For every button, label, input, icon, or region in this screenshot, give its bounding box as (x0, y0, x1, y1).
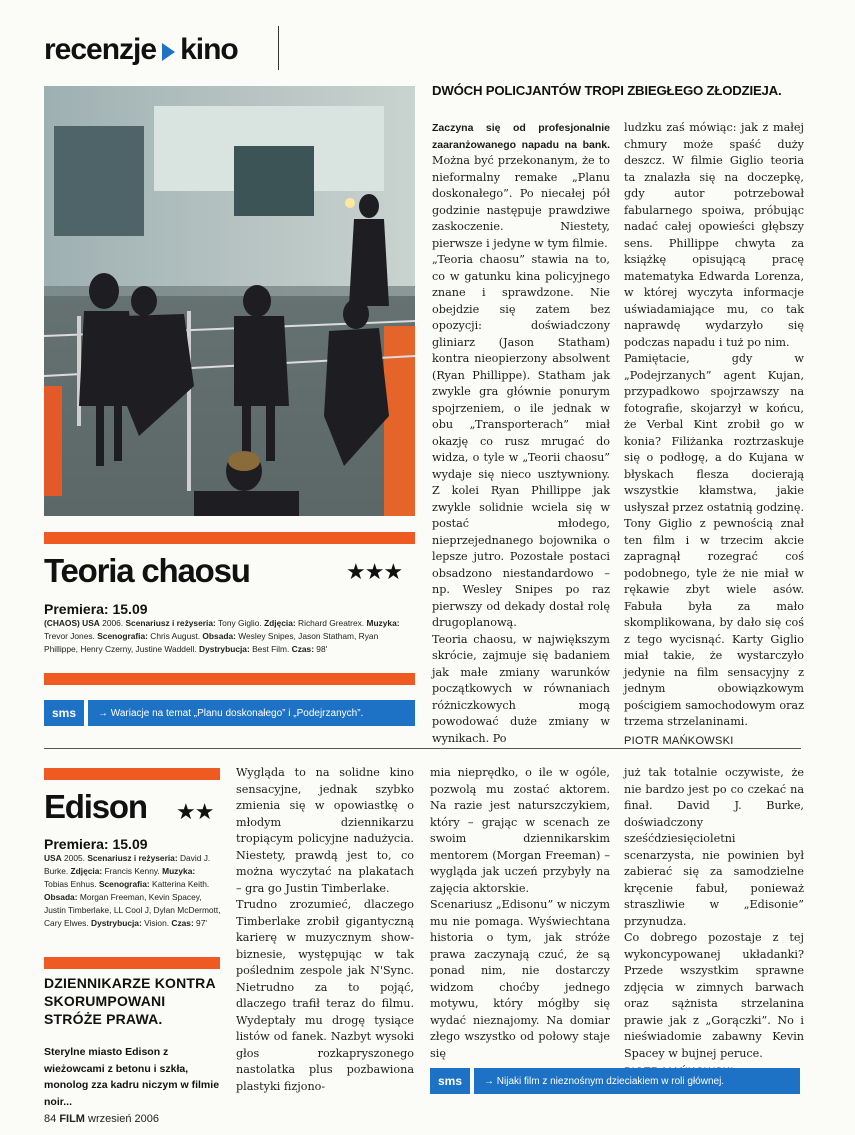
review2-column-3 (624, 765, 804, 1081)
arrow-right-icon (162, 43, 175, 61)
review2-rating-stars: ★★ (176, 800, 214, 825)
review2-column-2 (430, 765, 610, 1062)
review2-text: mia nieprędko, o ile w ogóle, pozwolą mu zostać aktorem. Na razie jest naturszczykiem, który – grając w scenach ze swoim dziennikarskim mentorem (Morgan Freeman) – wygląda jak uczeń przybyły na zajęcia aktorskie. (430, 766, 610, 895)
credit-key: Obsada: (44, 892, 78, 902)
credit-value: Morgan Freeman, Kevin Spacey, Justin Timberlake, LL Cool J, Dylan McDermott, Cary Elwes. (44, 892, 221, 928)
review2-text: już tak totalnie oczywiste, że nie bardzo jest po co czekać na finał. David J. Burke, doświadczony sześćdziesięcioletni scenarzysta, nie powinien był zabierać się za samodzielne kręcenie fabuł, ponieważ straszliwie w „Edisonie” przynudza. (624, 766, 804, 928)
review2-credits (44, 852, 221, 930)
page-number: 84 (44, 1113, 57, 1125)
review1-rating-stars: ★★★ (346, 560, 403, 585)
credit-value: Katterina Keith. (149, 879, 210, 889)
review1-lead: Zaczyna się od profesjonalnie zaaranżowanego napadu na bank. (432, 122, 610, 151)
credit-value: Tony Giglio. (215, 618, 265, 628)
credit-key: Scenografia: (97, 631, 148, 641)
credit-key: Scenariusz i reżyseria: (87, 853, 178, 863)
credit-value: Francis Kenny. (102, 866, 163, 876)
credit-key: Dystrybucja: (199, 644, 250, 654)
movie-still-photo (44, 86, 415, 516)
sms-label: sms (44, 700, 88, 726)
sms-text: → Nijaki film z nieznośnym dzieciakiem w roli głównej. (484, 1075, 725, 1087)
credit-value: Richard Greatrex. (295, 618, 367, 628)
credit-value: Trevor Jones. (44, 631, 98, 641)
review2-premiere: Premiera: 15.09 (44, 836, 148, 852)
page-footer (44, 1113, 159, 1125)
credit-value: David J. Burke. (44, 853, 211, 876)
review1-text: ludzku zaś mówiąc: jak z małej chmury może spaść duży deszcz. W filmie Giglio teoria ta znalazła się na doczepkę, gdy autor potrzebował fabularnego spoiwa, próbując nadać całej opowieści głębszy sens. Phillippe chwyta za książkę opisującą pracę matematyka Edwarda Lorenza, w której wyczyta informacje uświadamiające mu, co tak naprawdę wydarzyło się podczas napadu i tuż po nim. (624, 121, 804, 349)
credit-key: USA (44, 853, 62, 863)
review1-text: Pamiętacie, gdy w „Podejrzanych” agent Kujan, przypadkowo spojrzawszy na fotografie, skojarzył w końcu, że Verbal Kint zrobił go w konia? Filiżanka roztrzaskuje się o podłogę, a do Kujana w błyskach flesza docierają wszystkie kłamstwa, jakie usłyszał przez ostatnią godzinę. Tony Giglio z pewnością znał ten film i w trzecim akcie zapragnął rozegrać coś podobnego, tyle że nie miał w rękawie zbyt wiele asów. Fabuła była za mało skomplikowana, by dało się coś z tego wycisnąć. Karty Giglio miał takie, że wystarczyło jedynie na film sensacyjny z jednym obowiązkowym pościgiem samochodowym oraz trzema strzelaninami. (624, 352, 804, 728)
review1-text: Można być przekonanym, że to nieformalny remake „Planu doskonałego”. Po niecałej pół godzinie następuje prawdziwe zaskoczenie. Niestety, pierwsze i jedyne w tym filmie. (432, 154, 610, 250)
accent-bar (44, 957, 220, 969)
review2-text: Scenariusz „Edisonu” w niczym mu nie pomaga. Wyświechtana historia o tym, jak stróże prawa zaczynają czuć, że są ponad nim, nie dostarczy widzom choćby jednego motywu, który mógłby się wydać nieznajomy. Na domiar złego wszystko od połowy staje się (430, 898, 610, 1060)
accent-bar (44, 532, 415, 544)
credit-key: Zdjęcia: (70, 866, 103, 876)
magazine-name: FILM (59, 1113, 85, 1125)
review1-headline: DWÓCH POLICJANTÓW TROPI ZBIEGŁEGO ZŁODZIEJA. (432, 83, 782, 98)
accent-bar (44, 768, 220, 780)
sms-text: → Wariacje na temat „Planu doskonałego” i „Podejrzanych”. (98, 707, 364, 719)
credit-value: Tobias Enhus. (44, 879, 99, 889)
sms-label: sms (430, 1068, 474, 1094)
credit-value: Wesley Snipes, Jason Statham, Ryan Phillippe, Henry Czerny, Justine Waddell. (44, 631, 379, 654)
credit-key: Zdjęcia: (264, 618, 296, 628)
credit-key: Dystrybucja: (91, 918, 142, 928)
credit-value: Vision. (141, 918, 172, 928)
section-label: recenzje (44, 33, 157, 66)
review2-headline: DZIENNIKARZE KONTRA SKORUMPOWANI STRÓŻE PRAWA. (44, 975, 216, 1027)
review1-credits (44, 617, 414, 656)
review2-text: Wygląda to na solidne kino sensacyjne, jednak szybko zmienia się w opowiastkę o młodym dziennikarzu tropiącym policyjne nadużycia. Niestety, prawdą jest to, co można wyczytać na plakatach – gra go Justin Timberlake. (236, 766, 414, 895)
credit-key: Scenografia: (98, 879, 150, 889)
credit-key: Scenariusz i reżyseria: (125, 618, 216, 628)
credit-key: (CHAOS) USA (44, 618, 100, 628)
review1-text: „Teoria chaosu” stawia na to, co w gatunku kina policyjnego znane i sprawdzone. Nie obejdzie się zatem bez opozycji: doświadczony gliniarz (Jason Statham) kontra nieopierzony absolwent (Ryan Phillippe). Statham jak zwykle gra głównie ponurym spojrzeniem, o ile jednak w obu „Transporterach” miał okazję co rusz mrugać do widza, o tyle w „Teorii chaosu” wydaje się nieco usztywniony. Z kolei Ryan Phillippe jak zwykle solidnie wciela się w postać młodego, nieprzejednanego bojownika o lepsze jutro. Pozostałe postaci obsadzono niestandardowo – np. Wesley Snipes po raz pierwszy od dekady dostał rolę drugoplanową. (432, 253, 610, 629)
review2-text: Trudno zrozumieć, dlaczego Timberlake zrobił gigantyczną karierę w muzycznym show-biznesie, występując w tak poślednim zespole jak N'Sync. Nietrudno za to pojąć, dlaczego trafił teraz do filmu. Wydeptały mu drogę tysiące listów od fanek. Nazbyt wysoki głos rozkapryszonego nastolatka plus pozbawiona plastyki fizjono- (236, 898, 414, 1093)
review1-premiere: Premiera: 15.09 (44, 601, 148, 617)
credit-value: Best Film. (249, 644, 292, 654)
credit-value: 98' (313, 644, 328, 654)
review2-text: Co dobrego pozostaje z tej wykoncypowanej układanki? Przede wszystkim sprawne zdjęcia w zimnych barwach oraz sążnista strzelanina prawie jak z „Gorączki”. No i nieświadomie zabawny Kevin Spacey w bujnej peruce. (624, 931, 804, 1060)
review2-column-1 (236, 765, 414, 1095)
header-divider (278, 26, 279, 70)
review1-text: Teoria chaosu, w największym skrócie, zajmuje się badaniem jak małe zmiany warunków początkowych w równaniach różniczkowych mogą powodować duże zmiany w wynikach. Po (432, 632, 610, 745)
credit-key: Obsada: (202, 631, 236, 641)
review1-column-2 (624, 120, 804, 749)
credit-key: Muzyka: (366, 618, 400, 628)
review2-title: Edison (44, 788, 147, 825)
subsection-label: kino (180, 33, 238, 66)
review1-author: PIOTR MAŃKOWSKI (624, 734, 734, 747)
review1-column-1 (432, 120, 610, 747)
bank-lobby-scene (44, 86, 415, 516)
credit-key: Czas: (171, 918, 194, 928)
review2-sms-box (430, 1068, 800, 1094)
accent-bar (44, 673, 415, 685)
credit-value: 97' (193, 918, 207, 928)
credit-value: Chris August. (147, 631, 203, 641)
review1-title: Teoria chaosu (44, 552, 250, 589)
review2-lead: Sterylne miasto Edison z wieżowcami z betonu i szkła, monolog zza kadru niczym w filmie noir... (44, 1046, 220, 1108)
section-header (44, 30, 238, 70)
section-divider (44, 748, 801, 749)
credit-key: Czas: (291, 644, 314, 654)
credit-value: 2006. (99, 618, 126, 628)
issue-date: wrzesień 2006 (88, 1113, 159, 1125)
credit-value: 2005. (61, 853, 88, 863)
credit-key: Muzyka: (162, 866, 196, 876)
review1-sms-box (44, 700, 415, 726)
